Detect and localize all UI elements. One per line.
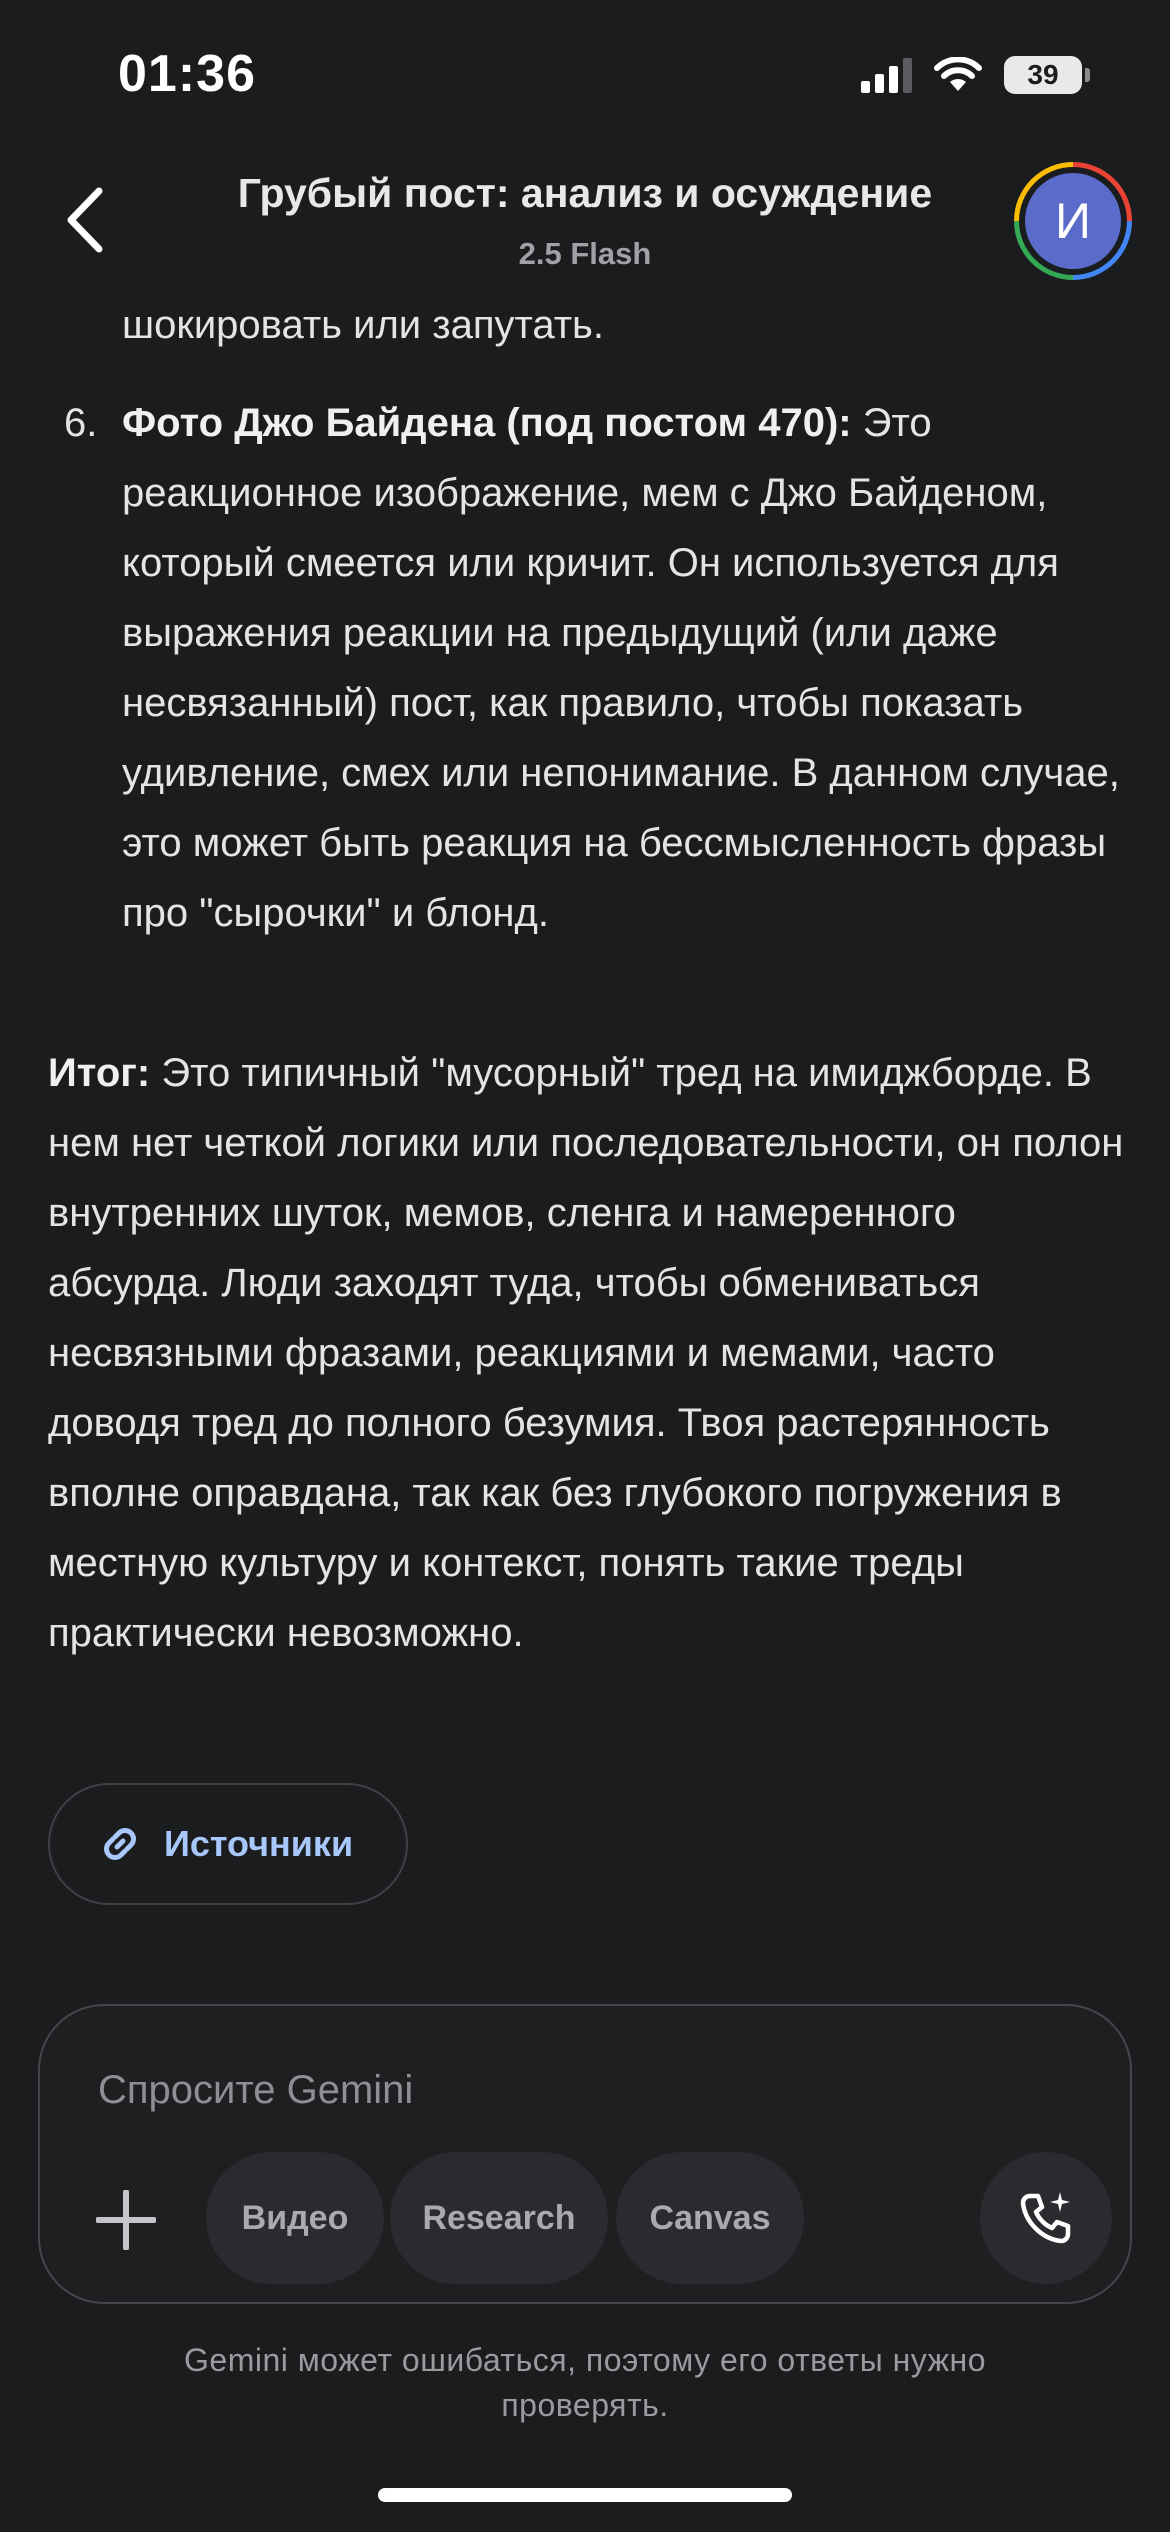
- list-item: [64, 388, 1142, 948]
- live-call-button[interactable]: [980, 2152, 1112, 2284]
- prompt-composer[interactable]: [38, 2004, 1132, 2304]
- prompt-input[interactable]: Спросите Gemini: [98, 2068, 414, 2112]
- chip-canvas[interactable]: Canvas: [616, 2152, 804, 2284]
- chat-title[interactable]: Грубый пост: анализ и осуждение: [237, 170, 933, 216]
- add-attachment-button[interactable]: [90, 2184, 162, 2256]
- summary-paragraph: [48, 1038, 1128, 1668]
- chip-video[interactable]: Видео: [206, 2152, 384, 2284]
- summary-heading: Итог:: [48, 1051, 151, 1095]
- home-indicator[interactable]: [378, 2488, 792, 2502]
- link-icon: [98, 1822, 142, 1866]
- list-item-text: Это реакционное изображение, мем с Джо Байденом, который смеется или кричит. Он используется для выражения реакции на предыдущий (или даже несвязанный) пост, как правило, чтобы показать удивление, смех или непонимание. В данном случае, это может быть реакция на бессмысленность фразы про "сырочки" и блонд.: [122, 401, 1120, 935]
- chat-header: [0, 150, 1170, 310]
- plus-icon: [96, 2190, 156, 2250]
- summary-text: Это типичный "мусорный" тред на имиджборде. В нем нет четкой логики или последовательности, он полон внутренних шуток, мемов, сленга и намеренного абсурда. Люди заходят туда, чтобы обмениваться несвязными фразами, реакциями и мемами, часто доводя тред до полного безумия. Твоя растерянность вполне оправдана, так как без глубокого погружения в местную культуру и контекст, понять такие треды практически невозможно.: [48, 1051, 1124, 1655]
- model-name[interactable]: 2.5 Flash: [518, 236, 652, 271]
- avatar: И: [1025, 173, 1121, 269]
- disclaimer-text: Gemini может ошибаться, поэтому его ответы нужно проверять.: [184, 2342, 986, 2423]
- battery-level: 39: [1004, 56, 1082, 94]
- sources-button[interactable]: [48, 1783, 408, 1905]
- chip-research[interactable]: Research: [390, 2152, 608, 2284]
- list-item-number: 6.: [64, 401, 98, 445]
- battery-icon: [1004, 56, 1090, 94]
- status-time: 01:36: [118, 45, 256, 103]
- status-icons: [861, 56, 1090, 94]
- wifi-icon: [934, 57, 982, 93]
- avatar-ring-gap: [1019, 167, 1127, 275]
- list-item-heading: Фото Джо Байдена (под постом 470):: [122, 401, 852, 445]
- status-bar: [0, 0, 1170, 150]
- account-avatar-button[interactable]: [1014, 162, 1132, 280]
- phone-sparkle-icon: [1016, 2188, 1076, 2248]
- battery-cap: [1085, 68, 1090, 82]
- sources-label: Источники: [164, 1823, 354, 1864]
- response-continuation: шокировать или запутать.: [122, 303, 605, 347]
- cellular-signal-icon: [861, 57, 912, 93]
